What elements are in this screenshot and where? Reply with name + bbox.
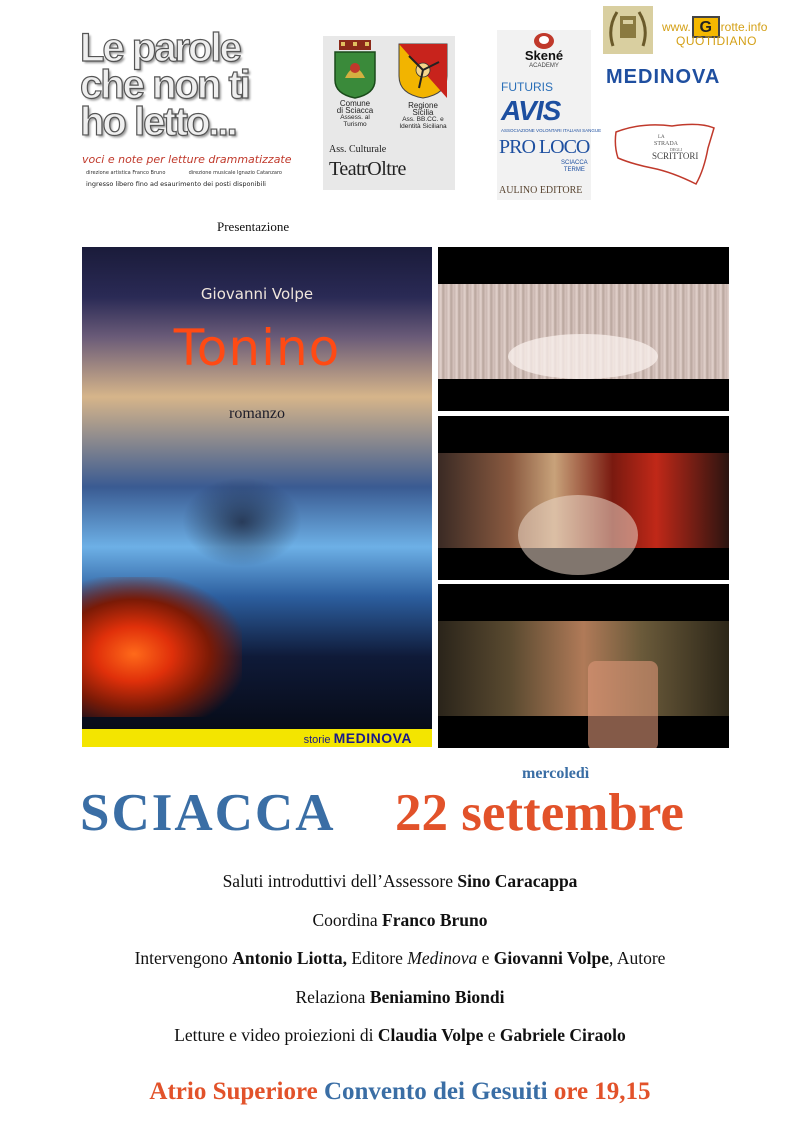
regione-line-4: Identità Siciliana xyxy=(399,123,447,130)
program-line-speakers xyxy=(0,948,800,987)
medinova-logo: MEDINOVA xyxy=(606,66,721,88)
speakers-conjunction: e xyxy=(477,948,494,968)
presentation-label: Presentazione xyxy=(217,219,290,234)
speakers-text: Intervengono xyxy=(134,948,233,968)
author-name: Giovanni Volpe xyxy=(493,948,610,968)
comune-line-1: Comune xyxy=(339,99,371,108)
event-program xyxy=(0,871,800,1064)
free-entry-note: ingresso libero fino ad esaurimento dei posti disponibili xyxy=(86,180,266,188)
assessor-name: Sino Caracappa xyxy=(457,871,578,891)
proloco-place-line-1: SCIACCA xyxy=(561,160,588,166)
series-title-line-1: Le parole xyxy=(80,26,240,70)
grotte-g-badge: G xyxy=(692,16,720,38)
strada-scrittori: SCRITTORI xyxy=(652,151,699,161)
book-cover-lava xyxy=(82,577,242,717)
grotte-url-prefix: www. xyxy=(662,20,691,34)
strada-la: LA xyxy=(658,135,665,140)
strada-strada: STRADA xyxy=(654,141,679,147)
proloco-logo: PRO LOCO xyxy=(499,136,590,158)
sponsors-column xyxy=(497,30,602,200)
series-title-logo xyxy=(80,26,292,195)
program-line-report xyxy=(0,987,800,1026)
book-genre: romanzo xyxy=(229,405,285,422)
reporter-name: Beniamino Biondi xyxy=(369,986,505,1007)
report-text: Relaziona xyxy=(295,986,370,1007)
comune-line-2: di Sciacca xyxy=(336,106,374,115)
video-still-1-image xyxy=(438,284,729,379)
reader-2-name: Gabriele Ciraolo xyxy=(499,1025,626,1045)
artistic-direction-credit: direzione artistica Franco Bruno xyxy=(86,170,166,176)
event-date: 22 settembre xyxy=(395,784,684,842)
greetings-text: Saluti introduttivi dell’Assessore xyxy=(222,871,458,891)
skene-logo: Skené xyxy=(524,48,564,63)
grotte-info-logo xyxy=(662,16,792,56)
sciacca-crest-icon xyxy=(331,40,379,100)
aulino-editore-logo: AULINO EDITORE xyxy=(499,185,583,196)
teatroltre-logo: TeatrOltre xyxy=(329,158,406,180)
video-still-2-image xyxy=(438,453,729,548)
readings-conjunction: e xyxy=(483,1025,500,1045)
avis-logo: AVIS xyxy=(501,95,561,126)
proloco-place xyxy=(561,160,588,174)
grotte-url-suffix: rotte.info xyxy=(720,20,768,34)
readings-text: Letture e video proiezioni di xyxy=(174,1025,378,1045)
event-venue xyxy=(0,1078,800,1106)
comune-line-3: Assess. al Turismo xyxy=(340,114,370,128)
series-subtitle: voci e note per letture drammatizzate xyxy=(82,153,292,166)
grotte-tagline: QUOTIDIANO xyxy=(676,34,758,48)
strada-degli: DEGLI xyxy=(670,147,682,152)
regione-line-2: Sicilia xyxy=(412,108,434,117)
book-series: storie xyxy=(303,734,331,746)
skene-academy: ACADEMY xyxy=(529,63,559,69)
sicily-region-shield-icon xyxy=(397,42,449,100)
institutions-logos xyxy=(323,36,455,190)
series-title-line-3: ho letto... xyxy=(80,100,236,144)
reader-1-name: Claudia Volpe xyxy=(377,1025,484,1045)
musical-direction-credit: direzione musicale Ignazio Catanzaro xyxy=(188,170,282,176)
editor-name: Antonio Liotta, xyxy=(232,948,347,968)
book-publisher: MEDINOVA xyxy=(333,730,412,746)
avis-subtitle: ASSOCIAZIONE VOLONTARI ITALIANI SANGUE xyxy=(501,128,602,133)
coordinator-text: Coordina xyxy=(312,909,382,930)
event-weekday: mercoledì xyxy=(522,765,590,782)
video-still-3 xyxy=(438,584,729,748)
book-cover xyxy=(82,247,432,747)
event-city: SCIACCA xyxy=(80,784,336,842)
futuris-logo: FUTURIS xyxy=(501,80,553,94)
regione-line-3: Ass. BB.CC. e xyxy=(402,116,444,123)
strada-scrittori-sicily-map-icon xyxy=(612,118,718,188)
video-still-3-image xyxy=(438,621,729,716)
program-line-readings xyxy=(0,1025,800,1064)
video-still-1 xyxy=(438,247,729,411)
program-line-greetings xyxy=(0,871,800,910)
book-publisher-line xyxy=(304,730,412,746)
association-label: Ass. Culturale xyxy=(329,144,387,155)
proloco-place-line-2: TERME xyxy=(563,167,585,173)
publisher-name: Medinova xyxy=(407,948,478,968)
venue-time: ore 19,15 xyxy=(547,1078,651,1105)
venue-part-1: Atrio Superiore xyxy=(149,1078,324,1105)
book-author: Giovanni Volpe xyxy=(200,285,314,303)
venue-part-2: Convento dei Gesuiti xyxy=(323,1078,548,1105)
regione-label xyxy=(395,102,451,130)
program-line-coordinator xyxy=(0,910,800,949)
regione-line-1: Regione xyxy=(408,101,438,110)
comune-label xyxy=(331,100,379,128)
author-role: , Autore xyxy=(609,948,666,968)
video-still-2 xyxy=(438,416,729,580)
series-credits xyxy=(86,170,282,176)
laurel-emblem-icon xyxy=(603,6,653,54)
book-footer-band xyxy=(82,729,432,747)
series-title-line-2: che non ti xyxy=(80,63,249,107)
editor-role: Editore xyxy=(346,948,408,968)
book-title: Tonino xyxy=(173,319,341,377)
coordinator-name: Franco Bruno xyxy=(382,909,488,930)
book-cover-silhouettes xyxy=(182,477,302,567)
